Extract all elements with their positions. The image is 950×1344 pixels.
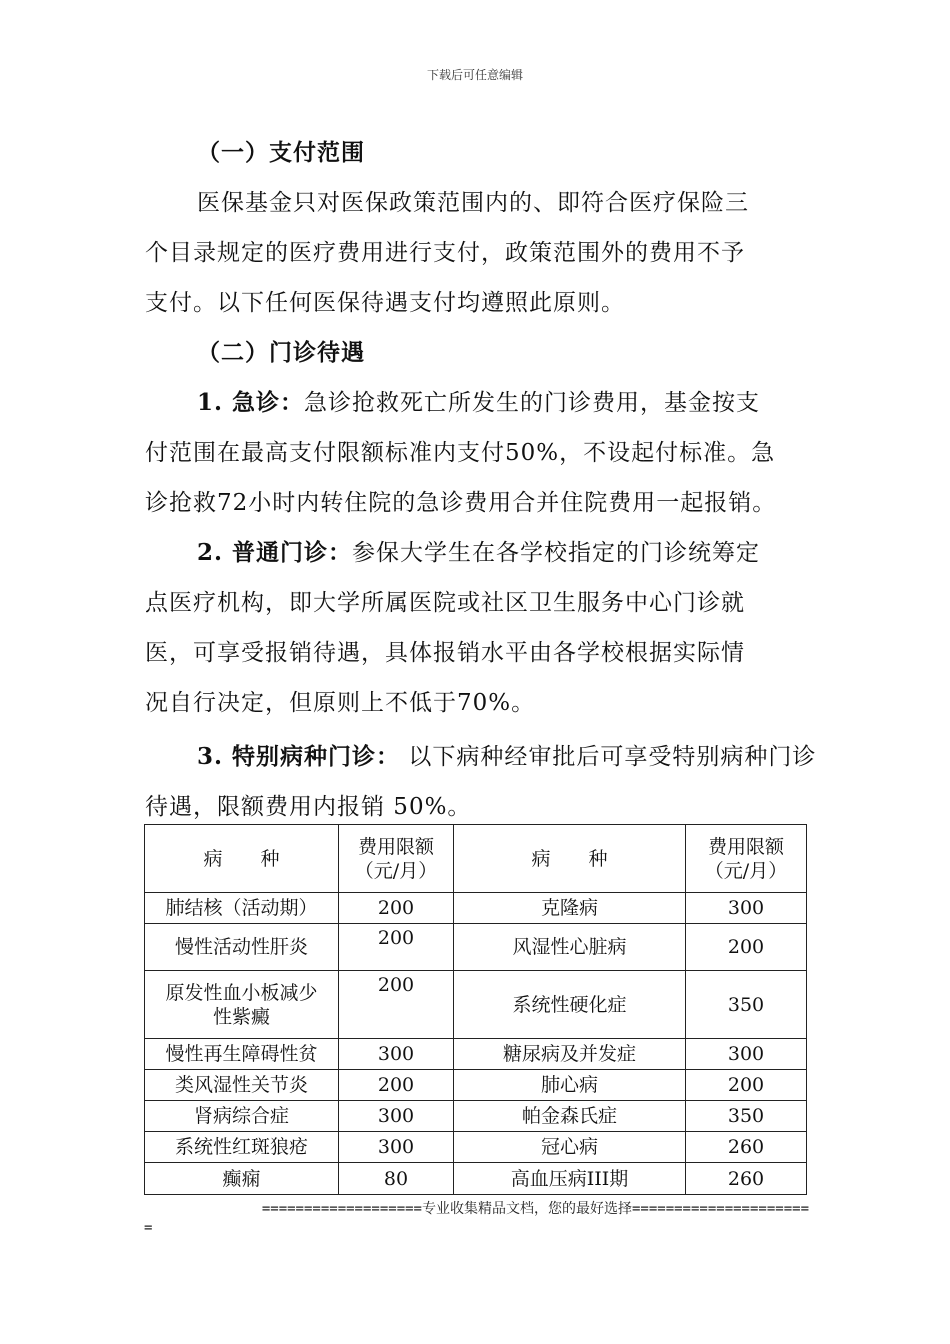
footer-banner: ===================专业收集精品文档，您的最好选择===================== <box>261 1201 809 1217</box>
limit-cell: 200 <box>686 1070 807 1101</box>
disease-cell: 克隆病 <box>454 893 686 924</box>
limit-cell: 80 <box>339 1163 454 1195</box>
section1-line-3: 支付。以下任何医保待遇支付均遵照此原则。 <box>145 290 625 316</box>
item1-text: 急诊抢救死亡所发生的门诊费用，基金按支 <box>304 390 761 416</box>
table-header-row <box>145 825 807 893</box>
item1-first-line <box>145 378 810 428</box>
disease-cell: 糖尿病及并发症 <box>454 1039 686 1070</box>
special-disease-fee-table <box>144 824 807 1195</box>
disease-cell: 肾病综合症 <box>145 1101 339 1132</box>
disease-cell: 肺结核（活动期） <box>145 893 339 924</box>
item3-label: 3. 特别病种门诊： <box>197 743 401 770</box>
header-disease-2: 病 种 <box>454 825 686 893</box>
document-body <box>145 128 817 832</box>
disease-cell: 慢性活动性肝炎 <box>145 924 339 971</box>
item1-label: 1. 急诊： <box>197 389 305 416</box>
disease-cell: 癫痫 <box>145 1163 339 1195</box>
disease-cell: 高血压病III期 <box>454 1163 686 1195</box>
section2-title: （二）门诊待遇 <box>197 339 365 366</box>
item3-line-2: 待遇，限额费用内报销 50%。 <box>145 794 472 820</box>
table-row <box>145 893 807 924</box>
table-row <box>145 924 807 971</box>
item2-text: 参保大学生在各学校指定的门诊统筹定 <box>352 540 761 566</box>
limit-cell: 260 <box>686 1163 807 1195</box>
item2-line-2: 点医疗机构，即大学所属医院或社区卫生服务中心门诊就 <box>145 590 745 616</box>
limit-cell: 200 <box>339 1070 454 1101</box>
limit-cell: 350 <box>686 971 807 1039</box>
header-limit-1: 费用限额 （元/月） <box>339 825 454 893</box>
table-row <box>145 1163 807 1195</box>
disease-cell: 系统性硬化症 <box>454 971 686 1039</box>
limit-cell: 260 <box>686 1132 807 1163</box>
item2-line-3: 医，可享受报销待遇，具体报销水平由各学校根据实际情 <box>145 640 745 666</box>
limit-cell: 300 <box>339 1039 454 1070</box>
header-limit-2: 费用限额 （元/月） <box>686 825 807 893</box>
disease-cell: 帕金森氏症 <box>454 1101 686 1132</box>
limit-cell: 300 <box>686 893 807 924</box>
table-row <box>145 971 807 1039</box>
limit-cell: 300 <box>339 1132 454 1163</box>
table-row <box>145 1132 807 1163</box>
limit-cell: 350 <box>686 1101 807 1132</box>
disease-cell: 类风湿性关节炎 <box>145 1070 339 1101</box>
section1-title: （一）支付范围 <box>197 139 365 166</box>
section1-line-2: 个目录规定的医疗费用进行支付，政策范围外的费用不予 <box>145 240 745 266</box>
item1-line-2: 付范围在最高支付限额标准内支付50%，不设起付标准。急 <box>145 440 776 466</box>
item2-label: 2. 普通门诊： <box>197 539 353 566</box>
table-row <box>145 1070 807 1101</box>
item3-text: 以下病种经审批后可享受特别病种门诊 <box>400 744 817 770</box>
disease-cell: 原发性血小板减少性紫癜 <box>145 971 339 1039</box>
limit-cell: 200 <box>339 924 454 971</box>
disease-cell: 系统性红斑狼疮 <box>145 1132 339 1163</box>
disease-cell: 冠心病 <box>454 1132 686 1163</box>
header-disease-1: 病 种 <box>145 825 339 893</box>
item2-line-4: 况自行决定，但原则上不低于70%。 <box>145 690 536 716</box>
item3-first-line <box>145 732 817 782</box>
disease-cell: 慢性再生障碍性贫 <box>145 1039 339 1070</box>
limit-cell: 200 <box>339 893 454 924</box>
item1-line-3: 诊抢救72小时内转住院的急诊费用合并住院费用一起报销。 <box>145 490 777 516</box>
limit-cell: 300 <box>339 1101 454 1132</box>
section1-line-1: 医保基金只对医保政策范围内的、即符合医疗保险三 <box>197 190 749 216</box>
limit-cell: 200 <box>339 971 454 1039</box>
table-row <box>145 1101 807 1132</box>
disease-cell: 风湿性心脏病 <box>454 924 686 971</box>
footer-tail: = <box>144 1220 153 1236</box>
header-note: 下载后可任意编辑 <box>426 68 523 82</box>
item2-first-line <box>145 528 810 578</box>
limit-cell: 200 <box>686 924 807 971</box>
limit-cell: 300 <box>686 1039 807 1070</box>
disease-cell: 肺心病 <box>454 1070 686 1101</box>
table-row <box>145 1039 807 1070</box>
